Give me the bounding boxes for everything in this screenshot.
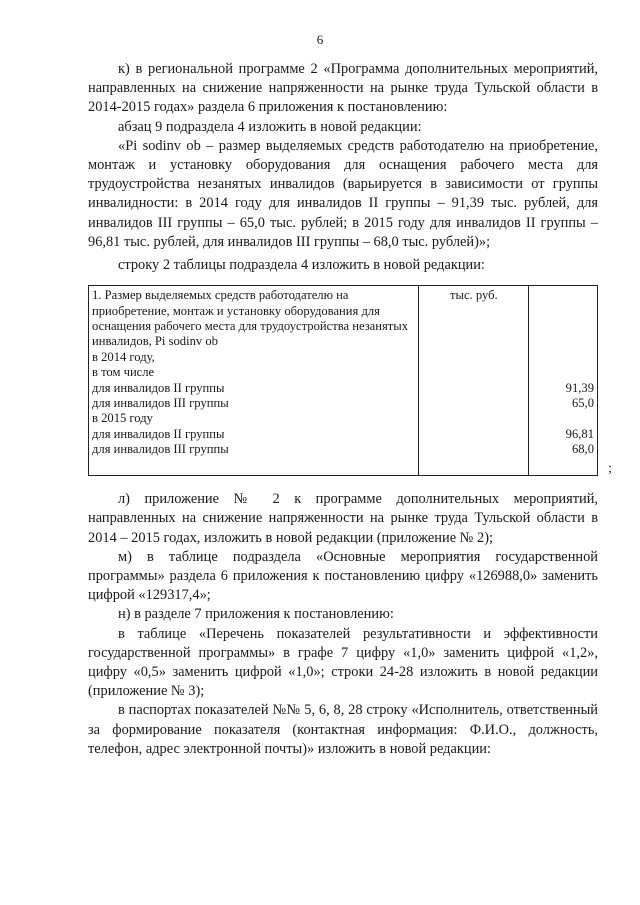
- table-value: 65,0: [571, 395, 594, 410]
- paragraph-l: л) приложение № 2 к программе дополнительных мероприятий, направленных на снижение напряженности на рынке труда Тульской области в 2014 – 2015 годах, изложить в новой редакции (приложение № 2);: [88, 491, 598, 546]
- table-line: для инвалидов II группы: [92, 426, 225, 441]
- table-cell-description: [89, 286, 419, 476]
- table-cell-unit: тыс. руб.: [419, 286, 529, 476]
- page-number: 6: [316, 32, 324, 47]
- paragraph-abzac-9: абзац 9 подраздела 4 изложить в новой редакции:: [118, 118, 422, 135]
- table-spacer: [532, 319, 594, 334]
- table-line: для инвалидов III группы: [92, 396, 229, 411]
- replacement-table-wrapper: [88, 285, 612, 476]
- paragraph-k: к) в региональной программе 2 «Программа дополнительных мероприятий, направленных на снижение напряженности на рынке труда Тульской области в 2014-2015 годах» раздела 6 приложения к постановлению:: [88, 61, 598, 116]
- table-spacer: [532, 334, 594, 349]
- table-spacer: [532, 288, 594, 303]
- table-spacer: [92, 458, 415, 473]
- table-spacer: [532, 350, 594, 365]
- table-line: в том числе: [92, 365, 155, 380]
- paragraph-table-intro: строку 2 таблицы подраздела 4 изложить в новой редакции:: [118, 257, 485, 274]
- document-body: [88, 60, 612, 759]
- paragraph-passports: в паспортах показателей №№ 5, 6, 8, 28 строку «Исполнитель, ответственный за формирование показателя (контактная информация: Ф.И.О., должность, телефон, адрес электронной почты)» изложить в новой редакции:: [88, 702, 598, 757]
- table-value: 91,39: [565, 380, 594, 395]
- table-value: 68,0: [571, 442, 594, 457]
- table-line: для инвалидов III группы: [92, 442, 229, 457]
- paragraph-definition: «Pi sodinv ob – размер выделяемых средств работодателю на приобретение, монтаж и установку оборудования для оснащения рабочего места для трудоустройства незанятых инвалидов (варьируется в зависимости от группы инвалидности: в 2014 году для инвалидов II группы – 91,39 тыс. рублей, для инвалидов III группы – 65,0 тыс. рублей; в 2015 году для инвалидов II группы – 96,81 тыс. рублей, для инвалидов III группы – 68,0 тыс. рублей)»;: [88, 137, 598, 250]
- table-value: 96,81: [565, 426, 594, 441]
- table-spacer: [532, 304, 594, 319]
- table-cell-values: [529, 286, 598, 476]
- paragraph-n: н) в разделе 7 приложения к постановлению:: [118, 606, 394, 623]
- paragraph-m: м) в таблице подраздела «Основные мероприятия государственной программы» раздела 6 приложения к постановлению цифру «126988,0» заменить цифрой «129317,4»;: [88, 548, 598, 604]
- table-line: для инвалидов II группы: [92, 380, 225, 395]
- table-line: в 2015 году: [92, 411, 153, 426]
- table-line: 1. Размер выделяемых средств работодателю на приобретение, монтаж и установку оборудования для оснащения рабочего места для трудоустройства незанятых инвалидов, Pi sodinv ob: [92, 288, 409, 349]
- table-spacer: [532, 365, 594, 380]
- table-trailing-semicolon: ;: [608, 460, 612, 476]
- table-spacer: [532, 411, 594, 426]
- replacement-table: [88, 285, 598, 476]
- table-row: [89, 286, 598, 476]
- table-line: в 2014 году,: [92, 349, 155, 364]
- paragraph-indicators-table: в таблице «Перечень показателей результативности и эффективности государственной программы» в графе 7 цифру «1,0» заменить цифрой «1,2», цифру «0,5» заменить цифрой «1,0»; строки 24-28 изложить в новой редакции (приложение № 3);: [88, 625, 598, 700]
